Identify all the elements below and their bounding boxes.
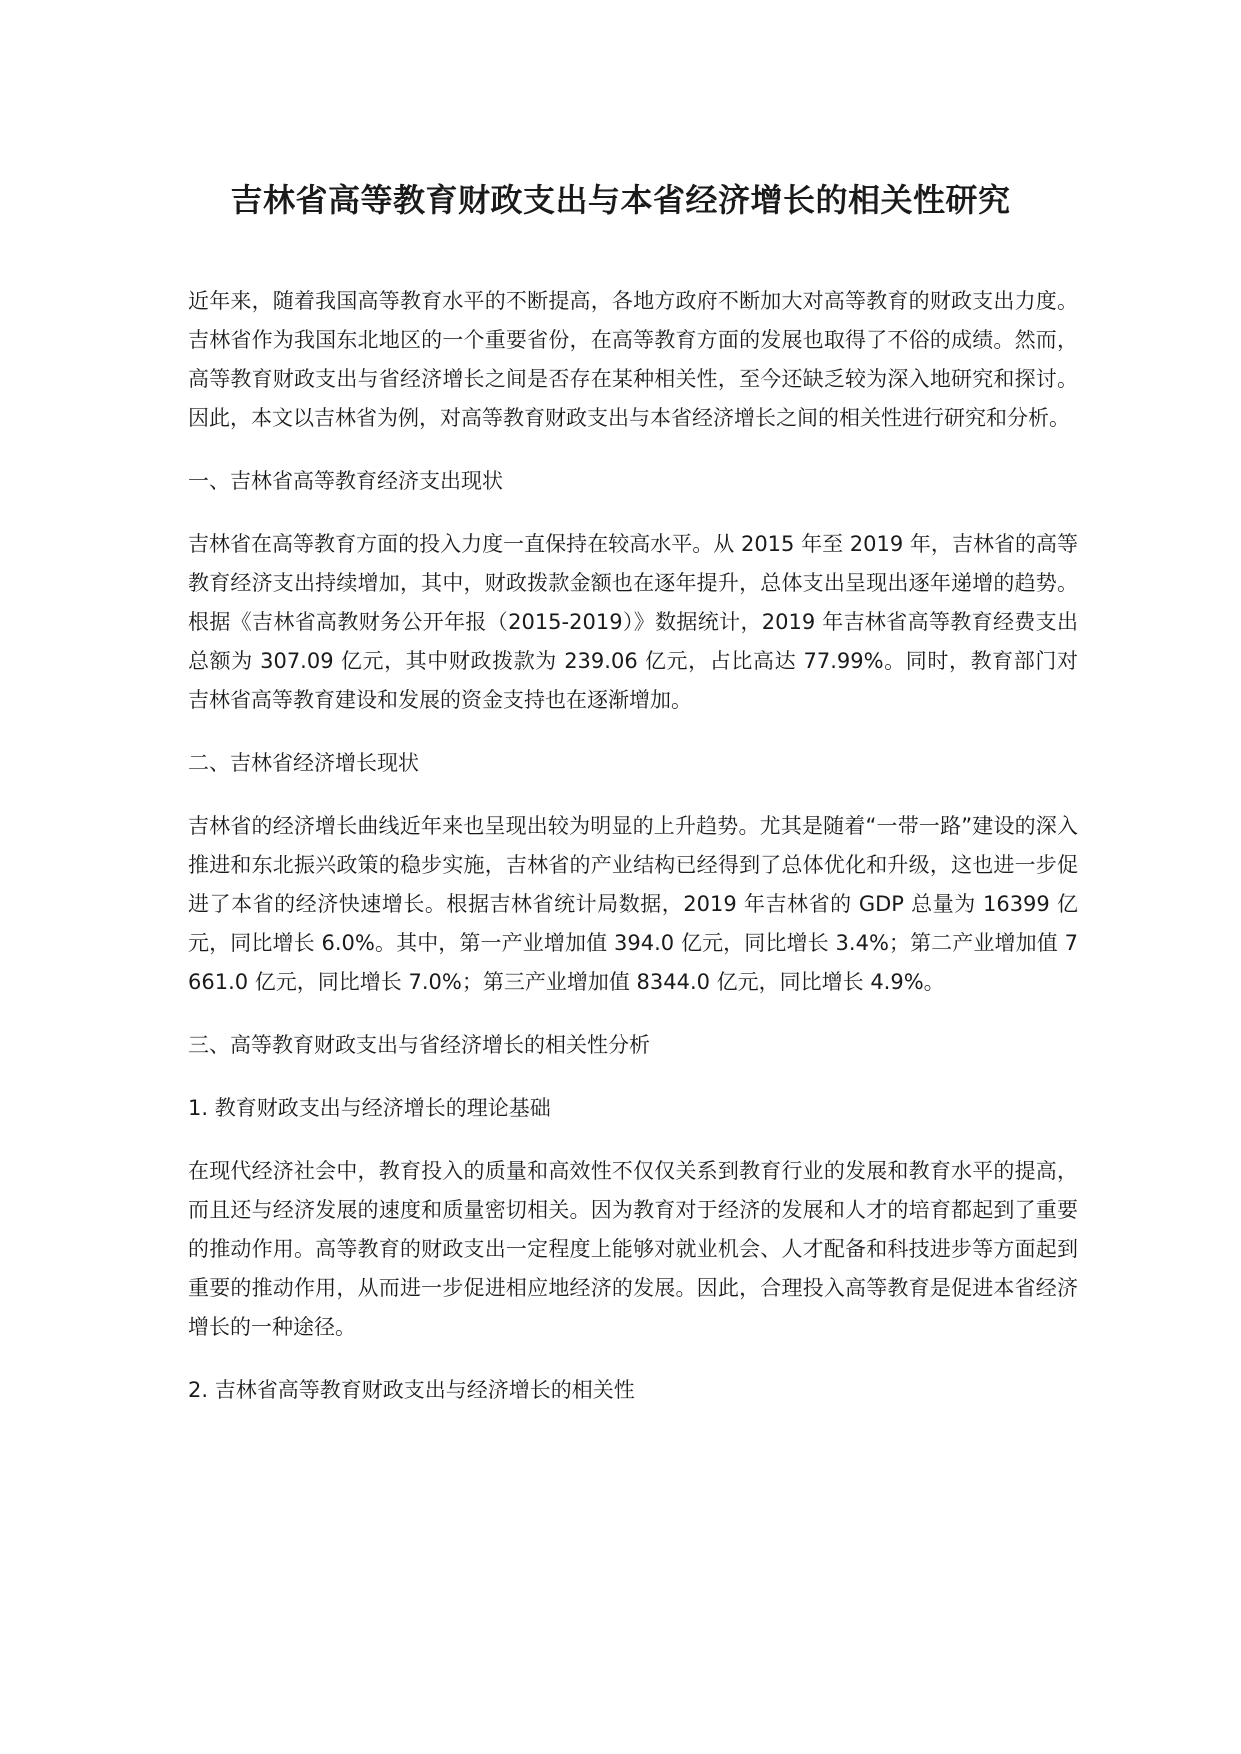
- section-2-paragraph: 吉林省的经济增长曲线近年来也呈现出较为明显的上升趋势。尤其是随着“一带一路”建设的深入推进和东北振兴政策的稳步实施，吉林省的产业结构已经得到了总体优化和升级，这也进一步促进了本省的经济快速增长。根据吉林省统计局数据，2019 年吉林省的 GDP 总量为 16399 亿元，同比增长 6.0%。其中，第一产业增加值 394.0 亿元，同比增长 3.4%；第二产业增加值 7661.0 亿元，同比增长 7.0%；第三产业增加值 8344.0 亿元，同比增长 4.9%。: [188, 814, 1078, 994]
- subsection-heading-3-1: 1. 教育财政支出与经济增长的理论基础: [188, 1096, 551, 1120]
- section-1-paragraph: 吉林省在高等教育方面的投入力度一直保持在较高水平。从 2015 年至 2019 年，吉林省的高等教育经济支出持续增加，其中，财政拨款金额也在逐年提升，总体支出呈现出逐年递增的趋势。根据《吉林省高教财务公开年报（2015-2019）》数据统计，2019 年吉林省高等教育经费支出总额为 307.09 亿元，其中财政拨款为 239.06 亿元，占比高达 77.99%。同时，教育部门对吉林省高等教育建设和发展的资金支持也在逐渐增加。: [188, 532, 1078, 712]
- subsection-heading-3-2: 2. 吉林省高等教育财政支出与经济增长的相关性: [188, 1378, 635, 1402]
- section-heading-1: 一、吉林省高等教育经济支出现状: [188, 469, 503, 493]
- section-heading-2: 二、吉林省经济增长现状: [188, 751, 419, 775]
- intro-paragraph: 近年来，随着我国高等教育水平的不断提高，各地方政府不断加大对高等教育的财政支出力度。吉林省作为我国东北地区的一个重要省份，在高等教育方面的发展也取得了不俗的成绩。然而，高等教育财政支出与省经济增长之间是否存在某种相关性，至今还缺乏较为深入地研究和探讨。因此，本文以吉林省为例，对高等教育财政支出与本省经济增长之间的相关性进行研究和分析。: [188, 289, 1078, 430]
- section-heading-3: 三、高等教育财政支出与省经济增长的相关性分析: [188, 1033, 650, 1057]
- document-body: [188, 282, 1078, 1434]
- subsection-3-1-paragraph: 在现代经济社会中，教育投入的质量和高效性不仅仅关系到教育行业的发展和教育水平的提高，而且还与经济发展的速度和质量密切相关。因为教育对于经济的发展和人才的培育都起到了重要的推动作用。高等教育的财政支出一定程度上能够对就业机会、人才配备和科技进步等方面起到重要的推动作用，从而进一步促进相应地经济的发展。因此，合理投入高等教育是促进本省经济增长的一种途径。: [188, 1159, 1078, 1339]
- document-title: 吉林省高等教育财政支出与本省经济增长的相关性研究: [230, 181, 1011, 219]
